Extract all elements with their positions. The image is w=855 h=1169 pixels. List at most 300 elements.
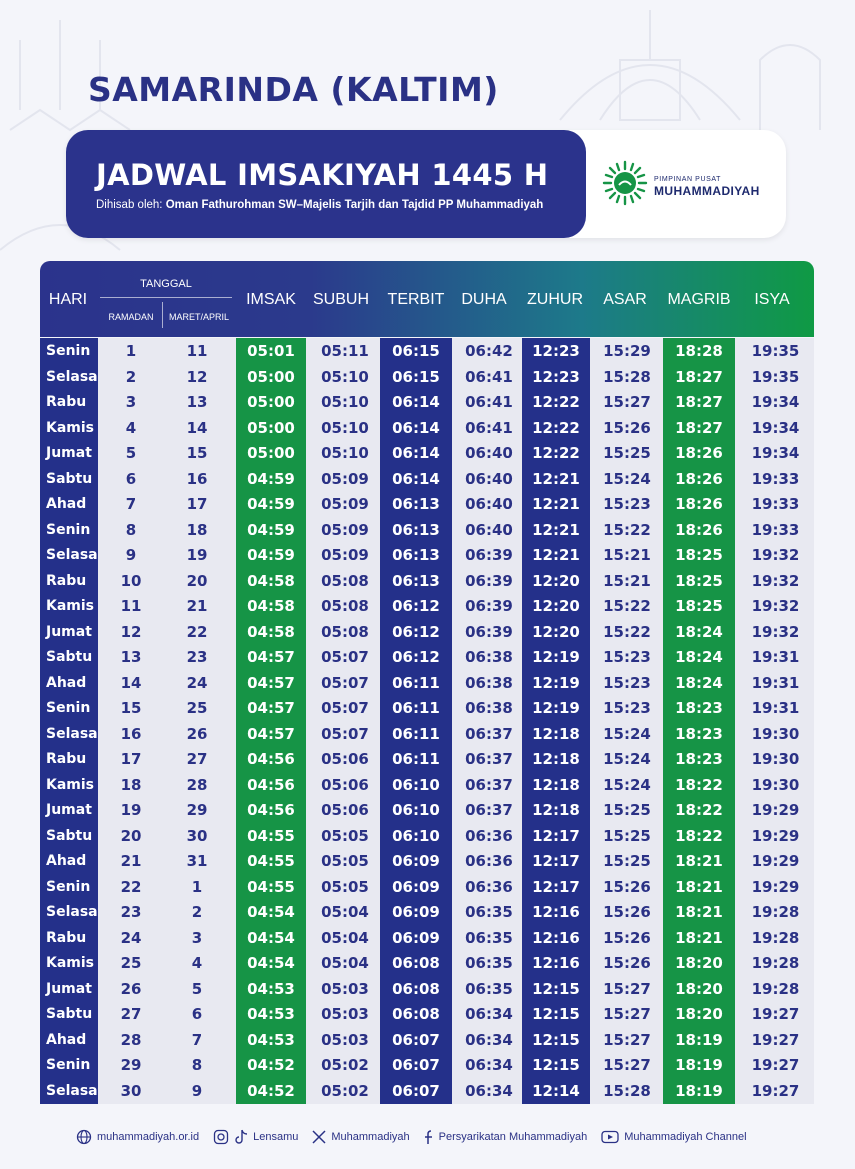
cell-imsak: 04:57 [247,699,295,717]
cell-duha: 06:35 [465,903,513,921]
cell-imsak: 04:55 [247,877,295,896]
footer-website[interactable] [76,1129,199,1145]
cell-duha: 06:38 [465,699,513,717]
cell-masehi: 27 [186,750,208,768]
cell-isya: 19:27 [751,1005,800,1023]
cell-masehi: 28 [186,775,208,794]
cell-isya: 19:34 [751,418,800,437]
cell-asar: 15:24 [603,775,651,794]
cell-magrib: 18:20 [675,1005,723,1023]
cell-magrib: 18:26 [675,495,723,513]
cell-zuhur: 12:22 [532,444,580,462]
cell-day: Rabu [46,929,87,946]
cell-magrib: 18:24 [675,622,723,641]
cell-isya: 19:30 [751,750,800,768]
cell-magrib: 18:19 [675,1030,723,1049]
cell-magrib: 18:27 [675,367,723,386]
cell-zuhur: 12:18 [532,801,580,819]
cell-isya: 19:28 [751,954,800,972]
header-asar: ASAR [603,291,647,308]
org-label-small: PIMPINAN PUSAT [654,176,722,183]
cell-magrib: 18:26 [675,444,723,462]
cell-zuhur: 12:23 [532,342,580,360]
cell-asar: 15:29 [603,342,651,360]
header-terbit: TERBIT [387,291,445,308]
cell-isya: 19:32 [751,597,800,615]
column-ramadan [100,338,162,1104]
cell-asar: 15:21 [603,571,651,590]
cell-imsak: 04:56 [247,750,295,768]
cell-ramadan: 18 [120,775,142,794]
cell-duha: 06:37 [465,724,513,743]
cell-terbit: 06:09 [392,928,440,947]
cell-asar: 15:27 [603,1030,651,1049]
cell-zuhur: 12:15 [532,1030,580,1049]
cell-day: Rabu [46,751,87,767]
cell-zuhur: 12:19 [532,699,580,717]
cell-terbit: 06:08 [392,979,440,998]
footer-youtube-text: Muhammadiyah Channel [624,1131,747,1143]
schedule-subtitle [96,199,543,211]
cell-subuh: 05:03 [321,1030,369,1049]
cell-magrib: 18:23 [675,699,723,717]
cell-zuhur: 12:16 [532,928,580,947]
cell-terbit: 06:15 [392,342,440,360]
cell-terbit: 06:12 [392,622,440,641]
cell-asar: 15:25 [603,826,651,845]
tiktok-icon [234,1129,248,1145]
cell-ramadan: 13 [120,648,142,666]
cell-subuh: 05:07 [321,648,369,666]
cell-isya: 19:33 [751,520,800,539]
cell-subuh: 05:09 [321,546,369,564]
footer-x[interactable] [312,1130,409,1144]
cell-asar: 15:25 [603,852,651,870]
cell-zuhur: 12:21 [532,495,580,513]
cell-ramadan: 15 [120,699,142,717]
cell-day: Sabtu [46,1006,93,1022]
cell-duha: 06:40 [465,444,513,462]
header-maret-april: MARET/APRIL [168,312,230,322]
cell-subuh: 05:07 [321,724,369,743]
cell-duha: 06:37 [465,801,513,819]
cell-asar: 15:27 [603,393,651,411]
cell-imsak: 04:53 [247,1005,295,1023]
cell-day: Jumat [46,445,92,461]
cell-ramadan: 6 [125,469,137,488]
cell-masehi: 12 [186,367,208,386]
column-subuh [310,338,380,1104]
schedule-table-body [40,338,814,1104]
cell-duha: 06:42 [465,342,513,360]
cell-masehi: 17 [186,495,208,513]
cell-zuhur: 12:22 [532,418,580,437]
cell-day: Kamis [46,598,95,614]
cell-subuh: 05:02 [321,1081,369,1100]
column-masehi [164,338,230,1104]
cell-asar: 15:26 [603,928,651,947]
cell-day: Jumat [46,623,92,640]
cell-subuh: 05:10 [321,393,369,411]
cell-ramadan: 26 [120,979,142,998]
cell-magrib: 18:27 [675,418,723,437]
cell-asar: 15:22 [603,622,651,641]
cell-masehi: 26 [186,724,208,743]
footer-instagram[interactable] [213,1129,298,1145]
cell-imsak: 04:53 [247,979,295,998]
cell-terbit: 06:07 [392,1081,440,1100]
cell-isya: 19:32 [751,571,800,590]
cell-masehi: 24 [186,673,208,692]
header-zuhur: ZUHUR [527,291,583,308]
cell-terbit: 06:10 [392,801,440,819]
subtitle-author: Oman Fathurohman SW–Majelis Tarjih dan Tajdid PP Muhammadiyah [165,199,544,211]
cell-zuhur: 12:16 [532,954,580,972]
cell-isya: 19:29 [751,801,800,819]
column-zuhur [522,338,590,1104]
cell-subuh: 05:07 [321,699,369,717]
cell-duha: 06:41 [465,367,513,386]
cell-day: Senin [46,521,91,538]
cell-zuhur: 12:21 [532,520,580,539]
cell-imsak: 04:56 [247,801,295,819]
cell-masehi: 25 [186,699,208,717]
cell-day: Rabu [46,394,87,410]
cell-terbit: 06:11 [392,673,440,692]
cell-imsak: 04:52 [247,1081,295,1100]
cell-subuh: 05:10 [321,418,369,437]
cell-imsak: 04:55 [247,826,295,845]
cell-asar: 15:21 [603,546,651,564]
cell-ramadan: 19 [120,801,142,819]
header-magrib: MAGRIB [667,291,731,308]
cell-asar: 15:26 [603,903,651,921]
footer-facebook[interactable] [424,1129,588,1145]
cell-magrib: 18:21 [675,903,723,921]
cell-day: Jumat [46,802,92,818]
cell-zuhur: 12:18 [532,775,580,794]
cell-magrib: 18:25 [675,546,723,564]
cell-asar: 15:23 [603,699,651,717]
cell-imsak: 04:54 [247,903,295,921]
cell-asar: 15:26 [603,954,651,972]
cell-duha: 06:40 [465,469,513,488]
cell-terbit: 06:10 [392,826,440,845]
cell-masehi: 14 [186,418,208,437]
cell-zuhur: 12:17 [532,826,580,845]
cell-terbit: 06:13 [392,495,440,513]
cell-imsak: 04:58 [247,571,295,590]
cell-masehi: 29 [186,801,208,819]
cell-day: Kamis [46,419,95,436]
cell-day: Sabtu [46,827,93,844]
cell-asar: 15:23 [603,495,651,513]
cell-magrib: 18:20 [675,979,723,998]
cell-masehi: 13 [186,393,208,411]
cell-ramadan: 23 [120,903,142,921]
cell-duha: 06:38 [465,648,513,666]
cell-subuh: 05:05 [321,826,369,845]
cell-subuh: 05:03 [321,1005,369,1023]
cell-masehi: 3 [191,928,203,947]
cell-imsak: 05:00 [247,418,295,437]
cell-terbit: 06:13 [392,546,440,564]
cell-isya: 19:29 [751,877,800,896]
cell-terbit: 06:09 [392,877,440,896]
cell-day: Senin [46,700,91,716]
cell-imsak: 04:57 [247,724,295,743]
cell-subuh: 05:04 [321,928,369,947]
cell-subuh: 05:06 [321,750,369,768]
cell-isya: 19:33 [751,469,800,488]
cell-isya: 19:34 [751,393,800,411]
cell-imsak: 04:59 [247,495,295,513]
cell-asar: 15:23 [603,648,651,666]
cell-subuh: 05:05 [321,852,369,870]
cell-ramadan: 8 [125,520,137,539]
cell-ramadan: 28 [120,1030,142,1049]
cell-duha: 06:34 [465,1056,513,1074]
cell-terbit: 06:13 [392,571,440,590]
cell-zuhur: 12:15 [532,979,580,998]
cell-masehi: 31 [186,852,208,870]
cell-terbit: 06:15 [392,367,440,386]
cell-magrib: 18:27 [675,393,723,411]
cell-zuhur: 12:18 [532,750,580,768]
cell-subuh: 05:11 [321,342,369,360]
cell-terbit: 06:12 [392,597,440,615]
cell-imsak: 04:57 [247,648,295,666]
header-subdivider [162,302,163,328]
cell-masehi: 2 [191,903,203,921]
city-title: SAMARINDA (KALTIM) [88,70,499,109]
cell-terbit: 06:14 [392,469,440,488]
cell-isya: 19:33 [751,495,800,513]
cell-subuh: 05:09 [321,520,369,539]
cell-magrib: 18:19 [675,1056,723,1074]
cell-zuhur: 12:17 [532,877,580,896]
cell-duha: 06:34 [465,1081,513,1100]
cell-day: Selasa [46,1082,98,1099]
cell-subuh: 05:08 [321,622,369,641]
cell-isya: 19:34 [751,444,800,462]
cell-ramadan: 5 [125,444,137,462]
column-asar [592,338,662,1104]
cell-terbit: 06:08 [392,954,440,972]
cell-asar: 15:28 [603,1081,651,1100]
cell-subuh: 05:06 [321,801,369,819]
cell-day: Ahad [46,1031,87,1048]
org-label-big: MUHAMMADIYAH [654,184,760,198]
cell-duha: 06:41 [465,418,513,437]
cell-duha: 06:37 [465,750,513,768]
cell-day: Selasa [46,725,98,742]
cell-zuhur: 12:19 [532,673,580,692]
cell-zuhur: 12:15 [532,1005,580,1023]
cell-isya: 19:30 [751,724,800,743]
cell-duha: 06:37 [465,775,513,794]
cell-zuhur: 12:23 [532,367,580,386]
cell-isya: 19:27 [751,1030,800,1049]
cell-subuh: 05:04 [321,903,369,921]
cell-duha: 06:36 [465,826,513,845]
cell-terbit: 06:09 [392,903,440,921]
cell-asar: 15:27 [603,1056,651,1074]
cell-magrib: 18:19 [675,1081,723,1100]
cell-subuh: 05:08 [321,597,369,615]
cell-imsak: 04:59 [247,546,295,564]
cell-day: Jumat [46,980,92,997]
cell-terbit: 06:12 [392,648,440,666]
cell-asar: 15:24 [603,750,651,768]
cell-zuhur: 12:16 [532,903,580,921]
cell-duha: 06:39 [465,571,513,590]
cell-magrib: 18:21 [675,852,723,870]
cell-imsak: 04:53 [247,1030,295,1049]
cell-masehi: 5 [191,979,203,998]
facebook-icon [424,1129,434,1145]
cell-duha: 06:34 [465,1030,513,1049]
cell-isya: 19:31 [751,673,800,692]
cell-subuh: 05:04 [321,954,369,972]
footer-x-text: Muhammadiyah [331,1131,410,1143]
cell-isya: 19:27 [751,1056,800,1074]
column-day [40,338,98,1104]
cell-magrib: 18:20 [675,954,723,972]
header-hari: HARI [48,291,88,308]
youtube-icon [601,1130,619,1144]
cell-masehi: 20 [186,571,208,590]
cell-imsak: 04:54 [247,928,295,947]
cell-zuhur: 12:20 [532,571,580,590]
table-header [40,261,814,337]
cell-masehi: 9 [191,1081,203,1100]
cell-day: Kamis [46,955,95,971]
header-isya: ISYA [754,291,790,308]
header-ramadan: RAMADAN [108,312,154,322]
cell-magrib: 18:25 [675,597,723,615]
cell-day: Ahad [46,853,87,869]
cell-zuhur: 12:19 [532,648,580,666]
cell-zuhur: 12:18 [532,724,580,743]
column-imsak [236,338,306,1104]
cell-ramadan: 11 [120,597,142,615]
cell-masehi: 19 [186,546,208,564]
cell-ramadan: 30 [120,1081,142,1100]
cell-subuh: 05:09 [321,495,369,513]
footer-links [76,1127,761,1147]
cell-ramadan: 25 [120,954,142,972]
cell-day: Selasa [46,368,98,385]
cell-day: Ahad [46,496,87,512]
cell-ramadan: 20 [120,826,142,845]
cell-imsak: 04:57 [247,673,295,692]
cell-isya: 19:35 [751,342,800,360]
cell-imsak: 05:00 [247,444,295,462]
cell-asar: 15:22 [603,520,651,539]
cell-imsak: 05:00 [247,393,295,411]
cell-ramadan: 3 [125,393,137,411]
cell-magrib: 18:22 [675,775,723,794]
header-imsak: IMSAK [246,291,296,308]
cell-magrib: 18:26 [675,469,723,488]
cell-isya: 19:29 [751,826,800,845]
cell-duha: 06:35 [465,979,513,998]
cell-imsak: 04:59 [247,520,295,539]
cell-ramadan: 9 [125,546,137,564]
cell-imsak: 04:58 [247,622,295,641]
cell-day: Selasa [46,547,98,563]
cell-masehi: 22 [186,622,208,641]
cell-magrib: 18:22 [675,826,723,845]
cell-masehi: 11 [186,342,208,360]
cell-masehi: 23 [186,648,208,666]
cell-isya: 19:28 [751,903,800,921]
cell-ramadan: 10 [120,571,142,590]
cell-ramadan: 1 [125,342,137,360]
cell-day: Ahad [46,674,87,691]
cell-isya: 19:29 [751,852,800,870]
cell-duha: 06:35 [465,954,513,972]
cell-terbit: 06:11 [392,699,440,717]
cell-magrib: 18:28 [675,342,723,360]
cell-terbit: 06:13 [392,520,440,539]
cell-subuh: 05:10 [321,444,369,462]
cell-terbit: 06:10 [392,775,440,794]
column-magrib [663,338,735,1104]
cell-subuh: 05:02 [321,1056,369,1074]
cell-ramadan: 21 [120,852,142,870]
cell-terbit: 06:11 [392,750,440,768]
cell-masehi: 21 [186,597,208,615]
cell-day: Selasa [46,904,98,920]
cell-masehi: 30 [186,826,208,845]
x-icon [312,1130,326,1144]
cell-subuh: 05:05 [321,877,369,896]
cell-zuhur: 12:21 [532,469,580,488]
cell-ramadan: 12 [120,622,142,641]
cell-duha: 06:39 [465,546,513,564]
column-terbit [380,338,452,1104]
cell-ramadan: 14 [120,673,142,692]
cell-day: Rabu [46,572,87,589]
cell-asar: 15:25 [603,801,651,819]
cell-masehi: 7 [191,1030,203,1049]
cell-asar: 15:22 [603,597,651,615]
cell-ramadan: 24 [120,928,142,947]
cell-magrib: 18:24 [675,673,723,692]
cell-imsak: 04:54 [247,954,295,972]
cell-asar: 15:24 [603,469,651,488]
cell-masehi: 4 [191,954,203,972]
cell-magrib: 18:23 [675,724,723,743]
cell-magrib: 18:22 [675,801,723,819]
cell-terbit: 06:08 [392,1005,440,1023]
cell-asar: 15:26 [603,418,651,437]
cell-duha: 06:41 [465,393,513,411]
cell-magrib: 18:25 [675,571,723,590]
cell-isya: 19:32 [751,622,800,641]
globe-icon [76,1129,92,1145]
cell-subuh: 05:06 [321,775,369,794]
cell-masehi: 1 [191,877,203,896]
cell-asar: 15:28 [603,367,651,386]
cell-terbit: 06:07 [392,1056,440,1074]
footer-youtube[interactable] [601,1130,746,1144]
cell-duha: 06:39 [465,622,513,641]
footer-instagram-text: Lensamu [253,1131,299,1143]
cell-asar: 15:24 [603,724,651,743]
